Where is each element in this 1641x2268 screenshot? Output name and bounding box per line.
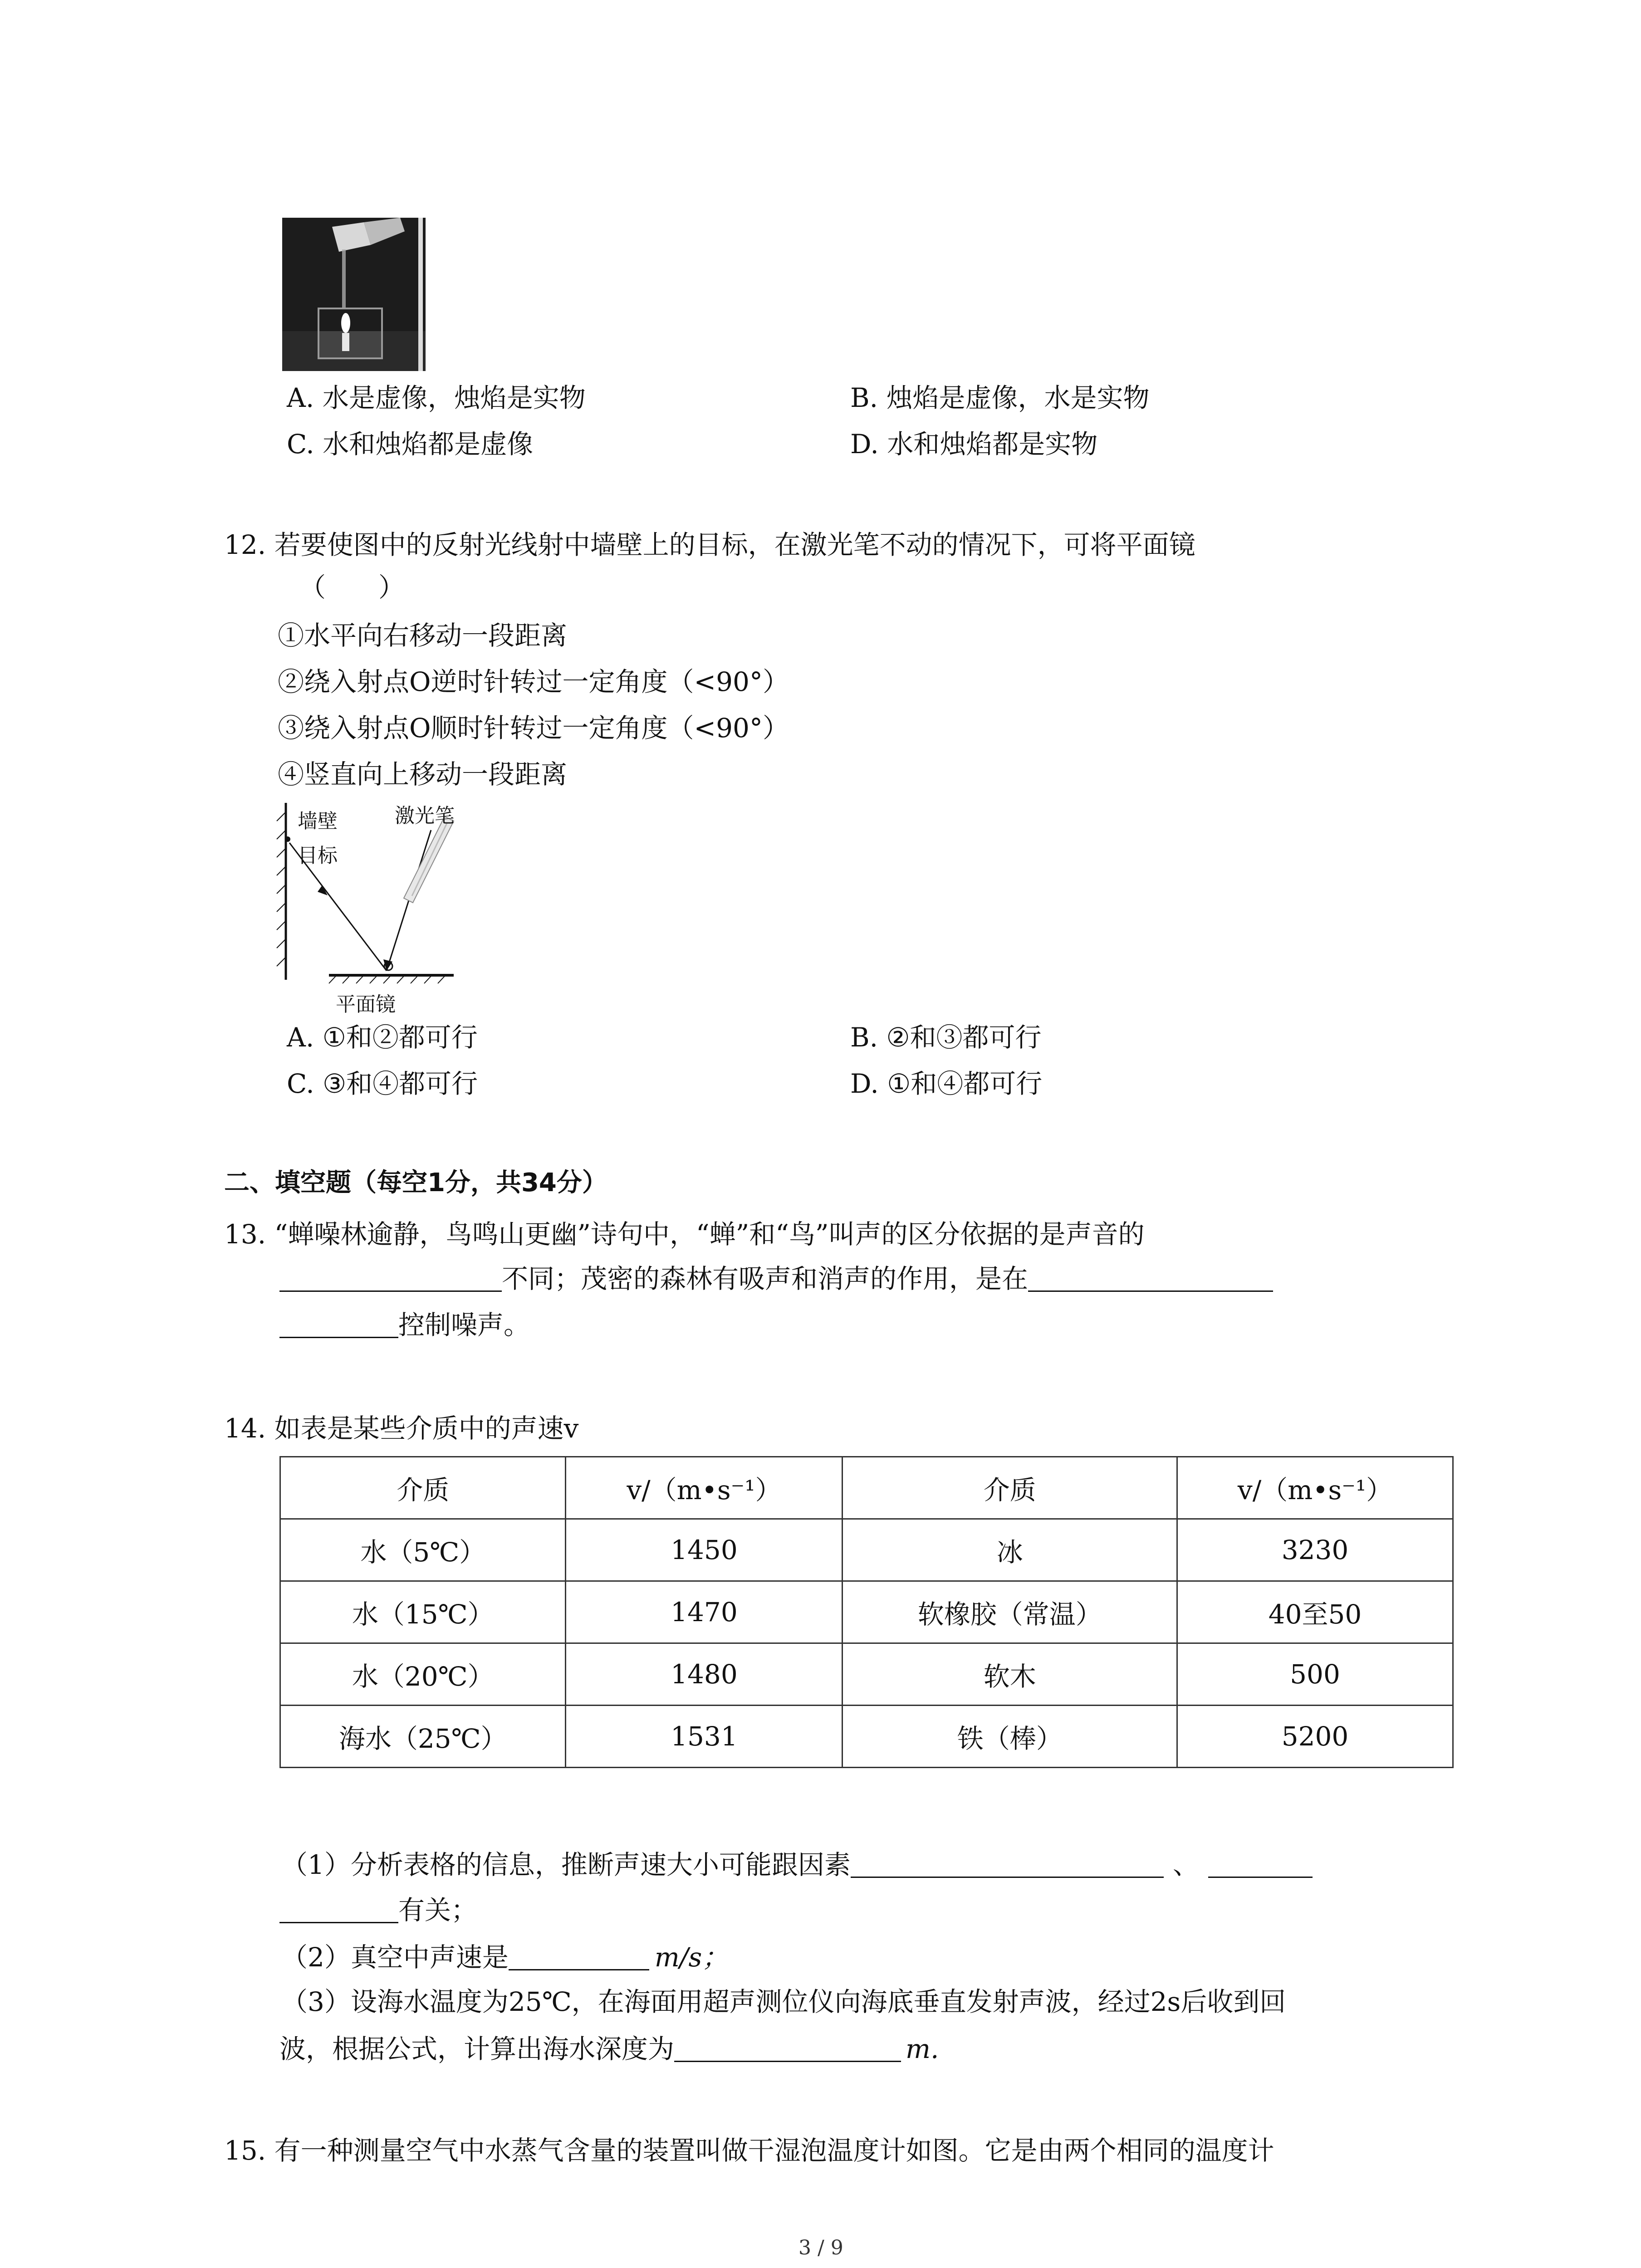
table-row (280, 1706, 1453, 1768)
q14-blank-1[interactable] (851, 1853, 1164, 1878)
table-cell: 水（5℃） (280, 1519, 566, 1581)
q14-blank-5[interactable] (674, 2037, 901, 2062)
page-number: 3 / 9 (798, 2236, 843, 2259)
q14-part2-text: （2）真空中声速是 (281, 1942, 509, 1973)
table-cell: 海水（25℃） (280, 1706, 566, 1768)
candle-water-image (282, 218, 426, 371)
q14-part1-line2 (279, 1895, 478, 1926)
wall-label: 墙壁 (298, 810, 338, 833)
table-header: 介质 (843, 1457, 1177, 1519)
table-row (280, 1643, 1453, 1706)
q13-line1: 13. “蝉噪林逾静，鸟鸣山更幽”诗句中，“蝉”和“鸟”叫声的区分依据的是声音的 (224, 1219, 1145, 1250)
q14-blank-3[interactable] (279, 1898, 398, 1923)
q15-line1: 15. 有一种测量空气中水蒸气含量的装置叫做干湿泡温度计如图。它是由两个相同的温度计 (224, 2135, 1274, 2166)
q12-option-b: B. ②和③都可行 (850, 1022, 1042, 1053)
section-title: 二、填空题（每空1分，共34分） (224, 1168, 607, 1198)
q14-blank-4[interactable] (509, 1945, 649, 1970)
target-label: 目标 (298, 844, 338, 867)
q13-blank-1[interactable] (279, 1267, 502, 1292)
table-row (280, 1581, 1453, 1643)
q13-line2 (279, 1263, 1273, 1294)
mirror-label: 平面镜 (336, 993, 396, 1016)
table-cell: 水（20℃） (280, 1643, 566, 1706)
q14-part3-line1: （3）设海水温度为25℃，在海面用超声测位仪向海底垂直发射声波，经过2s后收到回 (281, 1986, 1286, 2017)
q12-option-d: D. ①和④都可行 (850, 1068, 1043, 1099)
q13-blank-3[interactable] (279, 1313, 398, 1338)
table-header: 介质 (280, 1457, 566, 1519)
table-cell: 铁（棒） (843, 1706, 1177, 1768)
q12-figure (268, 798, 467, 1016)
table-cell: 5200 (1177, 1706, 1453, 1768)
q12-bracket: （ ） (299, 572, 405, 603)
table-cell: 冰 (843, 1519, 1177, 1581)
q14-part1-text: （1）分析表格的信息，推断声速大小可能跟因素 (281, 1849, 851, 1880)
table-cell: 软橡胶（常温） (843, 1581, 1177, 1643)
q12-item-4: ④竖直向上移动一段距离 (278, 759, 568, 790)
q14-part3-line2 (279, 2033, 939, 2064)
table-cell: 1450 (566, 1519, 843, 1581)
q14-blank-2[interactable] (1208, 1853, 1313, 1878)
q14-part2-unit: m/s； (654, 1942, 729, 1973)
speed-table (279, 1456, 1454, 1768)
q14-part3-unit: m. (906, 2033, 939, 2064)
q14-part1-sep: 、 (1172, 1849, 1199, 1880)
table-cell: 1480 (566, 1643, 843, 1706)
q12-item-1: ①水平向右移动一段距离 (278, 620, 568, 651)
table-header: v/（m•s⁻¹） (566, 1457, 843, 1519)
q12-item-3: ③绕入射点O顺时针转过一定角度（<90°） (278, 713, 789, 743)
q13-blank-2[interactable] (1028, 1267, 1273, 1292)
table-cell: 软木 (843, 1643, 1177, 1706)
q11-option-b: B. 烛焰是虚像，水是实物 (850, 382, 1150, 413)
table-cell: 3230 (1177, 1519, 1453, 1581)
table-header: v/（m•s⁻¹） (1177, 1457, 1453, 1519)
table-cell: 水（15℃） (280, 1581, 566, 1643)
q14-part3-text: 波，根据公式，计算出海水深度为 (279, 2033, 675, 2064)
table-cell: 1470 (566, 1581, 843, 1643)
table-cell: 1531 (566, 1706, 843, 1768)
q12-option-c: C. ③和④都可行 (287, 1068, 478, 1099)
q12-stem: 12. 若要使图中的反射光线射中墙壁上的目标，在激光笔不动的情况下，可将平面镜 (224, 529, 1195, 560)
q14-stem: 14. 如表是某些介质中的声速v (224, 1413, 579, 1444)
table-row (280, 1519, 1453, 1581)
q13-line3-text: 控制噪声。 (398, 1310, 530, 1340)
table-cell: 40至50 (1177, 1581, 1453, 1643)
q11-photo (282, 218, 426, 371)
q12-option-a: A. ①和②都可行 (287, 1022, 478, 1053)
q13-line3 (279, 1312, 530, 1338)
laser-label: 激光笔 (395, 804, 455, 827)
q11-option-c: C. 水和烛焰都是虚像 (287, 429, 534, 459)
q12-item-2: ②绕入射点O逆时针转过一定角度（<90°） (278, 666, 789, 697)
q13-line2-text: 不同；茂密的森林有吸声和消声的作用，是在 (502, 1263, 1029, 1294)
q14-part2 (281, 1942, 729, 1973)
q11-option-d: D. 水和烛焰都是实物 (850, 429, 1098, 459)
q11-option-a: A. 水是虚像，烛焰是实物 (287, 382, 586, 413)
table-header-row (280, 1457, 1453, 1519)
table-cell: 500 (1177, 1643, 1453, 1706)
q14-part1-line1 (281, 1849, 1313, 1880)
q14-part1-end: 有关； (398, 1895, 478, 1926)
